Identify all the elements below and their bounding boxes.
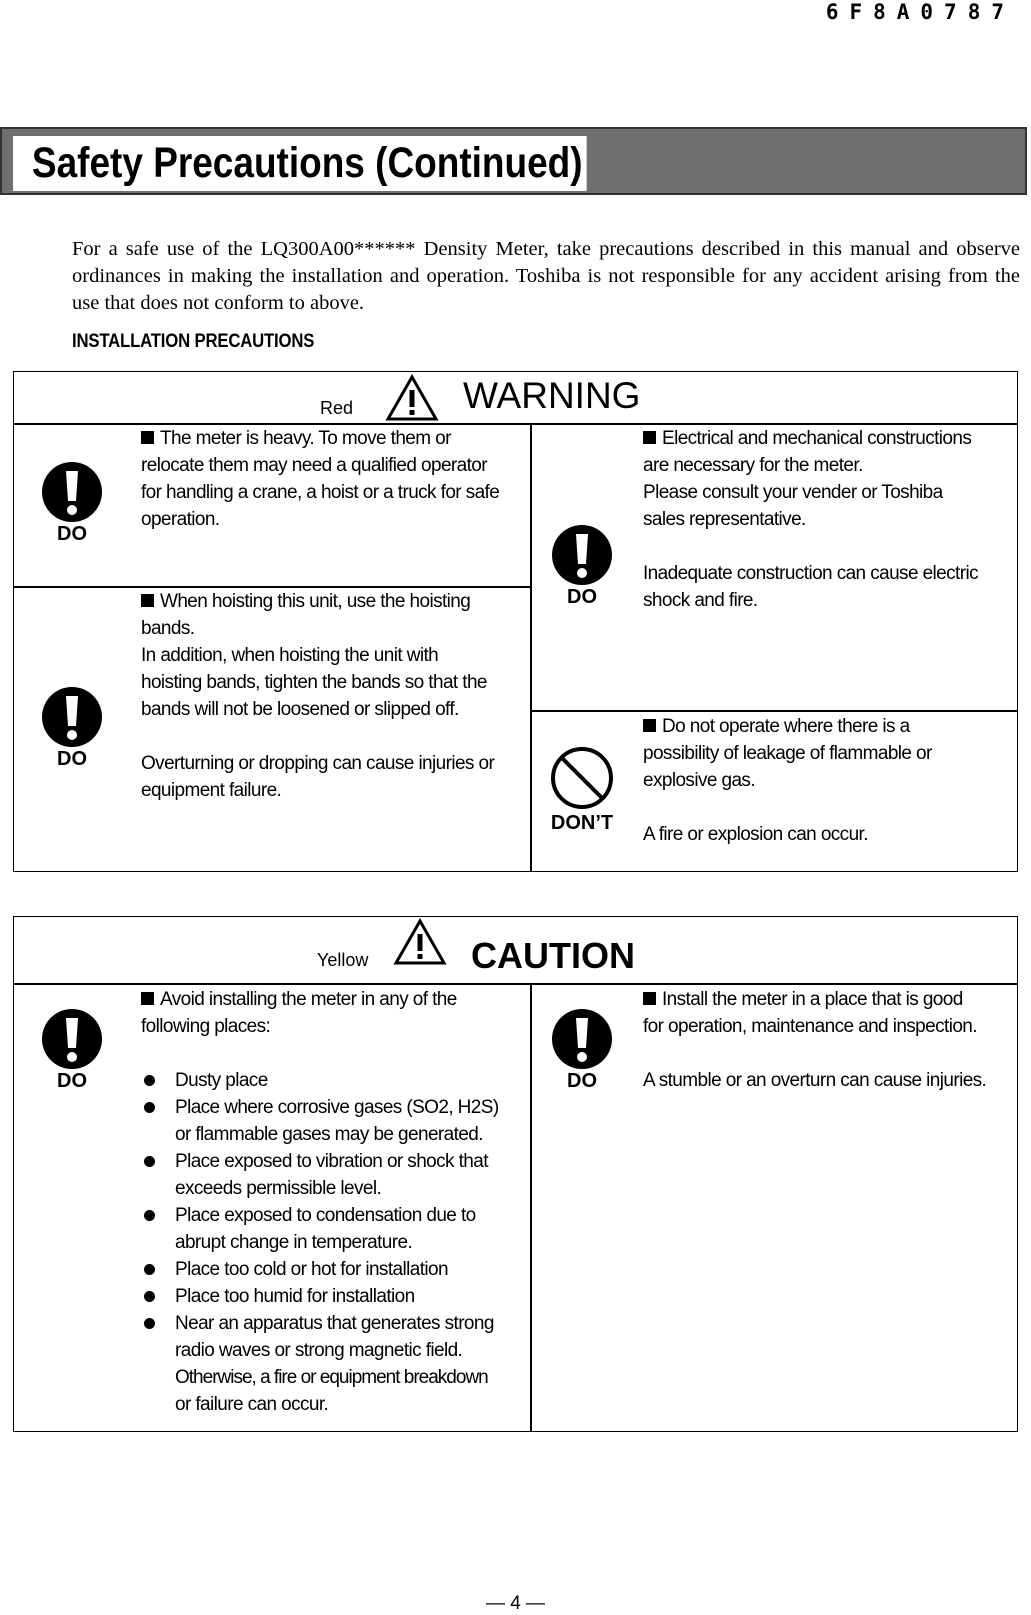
square-bullet-icon <box>141 431 154 444</box>
prohibition-circle-icon <box>550 746 614 810</box>
text-line: Install the meter in a place that is good <box>643 986 1018 1013</box>
warning-right-top-text <box>643 425 1018 614</box>
installation-heading: INSTALLATION PRECAUTIONS <box>72 331 315 352</box>
caution-title: CAUTION <box>471 935 635 976</box>
text-line <box>643 1040 1018 1067</box>
text-line: Please consult your vender or Toshiba <box>643 482 943 503</box>
warning-left-top-text <box>141 425 531 533</box>
intro-paragraph: For a safe use of the LQ300A00****** Density Meter, take precautions described in this manual and observe ordinances in making the installation and operation. Toshiba is not responsible for any accident arising from the use that does not conform to above. <box>72 238 1020 314</box>
dont-label: DON’T <box>550 812 614 834</box>
text-line: bands will not be loosened or slipped off. <box>141 699 459 720</box>
text-line: following places: <box>141 1016 271 1037</box>
text-line: shock and fire. <box>643 590 758 611</box>
do-label: DO <box>567 1070 597 1092</box>
warning-right-bottom-text <box>643 713 1018 848</box>
do-label: DO <box>567 586 597 608</box>
square-bullet-icon <box>643 719 656 732</box>
caution-right-text <box>643 986 1018 1094</box>
do-label: DO <box>57 748 87 770</box>
exclamation-circle-icon <box>41 1008 103 1070</box>
text-line: When hoisting this unit, use the hoisting <box>141 588 531 615</box>
text-line: are necessary for the meter. <box>643 455 863 476</box>
text-line <box>141 723 531 750</box>
text-line: Inadequate construction can cause electric <box>643 563 978 584</box>
list-item: Place too humid for installation <box>141 1283 531 1310</box>
text-line: relocate them may need a qualified operator <box>141 455 487 476</box>
caution-left-text <box>141 986 531 1418</box>
text-line <box>643 533 1018 560</box>
hazard-location-list <box>141 1067 531 1418</box>
list-item: Place exposed to condensation due to abrupt change in temperature. <box>141 1202 531 1256</box>
list-item: Dusty place <box>141 1067 531 1094</box>
warning-title: WARNING <box>463 375 641 416</box>
exclamation-circle-icon <box>551 524 613 586</box>
square-bullet-icon <box>643 992 656 1005</box>
square-bullet-icon <box>643 431 656 444</box>
caution-color-label: Yellow <box>317 950 369 970</box>
text-line <box>141 1040 531 1067</box>
warning-triangle-icon <box>385 374 439 422</box>
do-label: DO <box>57 1070 87 1092</box>
warning-right-row-divider <box>530 710 1018 712</box>
warning-triangle-icon <box>393 918 447 966</box>
text-line: sales representative. <box>643 509 806 530</box>
warning-color-label: Red <box>320 398 354 418</box>
section-title: Safety Precautions (Continued) <box>13 136 587 191</box>
caution-header-divider <box>13 983 1018 985</box>
exclamation-circle-icon <box>551 1008 613 1070</box>
do-label: DO <box>57 523 87 545</box>
square-bullet-icon <box>141 594 154 607</box>
text-line: Electrical and mechanical constructions <box>643 425 1018 452</box>
text-line: A fire or explosion can occur. <box>643 824 868 845</box>
text-line: hoisting bands, tighten the bands so that the <box>141 672 487 693</box>
text-line: A stumble or an overturn can cause injuries. <box>643 1070 987 1091</box>
text-line: equipment failure. <box>141 780 282 801</box>
square-bullet-icon <box>141 992 154 1005</box>
list-item: Place where corrosive gases (SO2, H2S) or flammable gases may be generated. <box>141 1094 531 1148</box>
document-number: 6F8A0787 <box>825 0 1015 24</box>
list-item: Place exposed to vibration or shock that exceeds permissible level. <box>141 1148 531 1202</box>
list-item: Near an apparatus that generates strong radio waves or strong magnetic field. Otherwise, a fire or equipment breakdown or failure can occur. <box>141 1310 531 1418</box>
text-line: for operation, maintenance and inspection. <box>643 1016 977 1037</box>
text-line: Overturning or dropping can cause injuries or <box>141 753 495 774</box>
text-line: bands. <box>141 618 195 639</box>
text-line: for handling a crane, a hoist or a truck for safe <box>141 482 500 503</box>
exclamation-circle-icon <box>41 686 103 748</box>
text-line: In addition, when hoisting the unit with <box>141 645 439 666</box>
page-number: — 4 — <box>485 1593 546 1614</box>
text-line: Avoid installing the meter in any of the <box>141 986 531 1013</box>
text-line: explosive gas. <box>643 770 756 791</box>
text-line: operation. <box>141 509 220 530</box>
text-line: Do not operate where there is a <box>643 713 1018 740</box>
text-line <box>643 794 1018 821</box>
text-line: possibility of leakage of flammable or <box>643 743 932 764</box>
list-item: Place too cold or hot for installation <box>141 1256 531 1283</box>
text-line: The meter is heavy. To move them or <box>141 425 531 452</box>
exclamation-circle-icon <box>41 461 103 523</box>
warning-left-bottom-text <box>141 588 531 804</box>
